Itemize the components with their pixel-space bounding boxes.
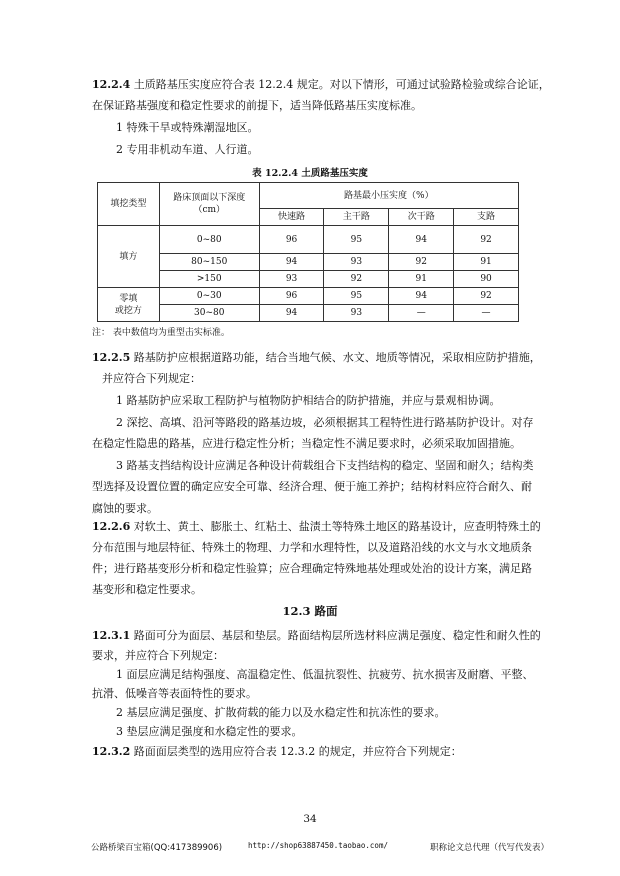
clause-12-3-1-line-1 bbox=[92, 629, 541, 643]
section-heading: 12.3 路面 bbox=[282, 604, 338, 618]
table-cell: >150 bbox=[159, 271, 259, 288]
header-col: 主干路 bbox=[324, 209, 389, 226]
table-cell: 91 bbox=[454, 254, 519, 271]
header-col: 次干路 bbox=[389, 209, 454, 226]
list-item: 2 基层应满足强度、扩散荷载的能力以及水稳定性和抗冻性的要求。 bbox=[116, 706, 446, 719]
table-cell: 94 bbox=[259, 254, 324, 271]
clause-text: 路面可分为面层、基层和垫层。路面结构层所选材料应满足强度、稳定性和耐久性的 bbox=[130, 629, 541, 642]
table-cell: 92 bbox=[389, 254, 454, 271]
footer-left: 公路桥梁百宝箱(QQ:417389906) bbox=[91, 843, 223, 853]
list-item-cont: 在稳定性隐患的路基，应进行稳定性分析；当稳定性不满足要求时，必须采取加固措施。 bbox=[92, 437, 521, 450]
table-cell: 94 bbox=[389, 288, 454, 305]
clause-number: 12.3.2 bbox=[92, 745, 131, 758]
table-cell: 96 bbox=[259, 226, 324, 254]
compaction-table bbox=[97, 182, 519, 322]
header-min-compaction: 路基最小压实度（%） bbox=[259, 183, 518, 209]
clause-number: 12.2.6 bbox=[92, 520, 131, 533]
table-cell: 94 bbox=[259, 305, 324, 322]
list-item-cont: 型选择及设置位置的确定应安全可靠、经济合理、便于施工养护；结构材料应符合耐久、耐 bbox=[92, 480, 532, 493]
clause-text: 对软土、黄土、膨胀土、红粘土、盐渍土等特殊土地区的路基设计，应查明特殊土的 bbox=[130, 520, 541, 533]
table-cell: 95 bbox=[324, 288, 389, 305]
clause-12-3-2-line-1 bbox=[92, 745, 532, 759]
list-item: 3 垫层应满足强度和水稳定性的要求。 bbox=[116, 725, 303, 738]
clause-12-2-4-line-1 bbox=[92, 78, 550, 92]
list-item: 2 深挖、高填、沿河等路段的路基边坡，必须根据其工程特性进行路基防护设计。对存 bbox=[116, 416, 534, 429]
group-label-line: 或挖方 bbox=[114, 305, 142, 316]
list-item-cont: 抗滑、低噪音等表面特性的要求。 bbox=[92, 687, 257, 700]
footer-url[interactable]: http://shop63887450.taobao.com/ bbox=[248, 841, 388, 850]
table-cell: 92 bbox=[454, 226, 519, 254]
header-depth-unit: （cm） bbox=[193, 205, 226, 215]
clause-number: 12.3.1 bbox=[92, 629, 131, 642]
table-cell: 93 bbox=[324, 254, 389, 271]
table-cell: 90 bbox=[454, 271, 519, 288]
table-cell: — bbox=[454, 305, 519, 322]
table-cell: — bbox=[389, 305, 454, 322]
clause-number: 12.2.4 bbox=[92, 78, 131, 91]
clause-12-2-6-line-3: 件；进行路基变形分析和稳定性验算；应合理确定特殊地基处理或处治的设计方案，满足路 bbox=[92, 562, 532, 575]
list-item: 3 路基支挡结构设计应满足各种设计荷载组合下支挡结构的稳定、坚固和耐久；结构类 bbox=[116, 459, 534, 472]
table-cell: 92 bbox=[454, 288, 519, 305]
group-label-fill: 填方 bbox=[98, 226, 160, 288]
clause-12-3-1-line-2: 要求，并应符合下列规定： bbox=[92, 649, 224, 662]
table-cell: 93 bbox=[259, 271, 324, 288]
clause-text: 路基防护应根据道路功能，结合当地气候、水文、地质等情况，采取相应防护措施， bbox=[130, 351, 541, 364]
clause-12-2-4-line-2: 在保证路基强度和稳定性要求的前提下，适当降低路基压实度标准。 bbox=[92, 99, 422, 112]
clause-12-2-5-line-1 bbox=[92, 351, 541, 365]
table-cell: 80~150 bbox=[159, 254, 259, 271]
clause-12-2-6-line-1 bbox=[92, 520, 541, 534]
page-number: 34 bbox=[303, 813, 317, 825]
list-item: 1 特殊干旱或特殊潮湿地区。 bbox=[116, 121, 259, 134]
table-cell: 30~80 bbox=[159, 305, 259, 322]
table-cell: 96 bbox=[259, 288, 324, 305]
list-item: 1 面层应满足结构强度、高温稳定性、低温抗裂性、抗疲劳、抗水损害及耐磨、平整、 bbox=[116, 668, 534, 681]
list-item: 2 专用非机动车道、人行道。 bbox=[116, 143, 259, 156]
group-label-cut bbox=[98, 288, 160, 322]
header-depth-label: 路床顶面以下深度 bbox=[173, 193, 246, 203]
list-item-cont: 腐蚀的要求。 bbox=[92, 502, 158, 515]
footer-right: 职称论文总代理（代写代发表） bbox=[430, 843, 550, 853]
table-cell: 92 bbox=[324, 271, 389, 288]
table-caption: 表 12.2.4 土质路基压实度 bbox=[252, 168, 368, 179]
clause-12-2-6-line-4: 基变形和稳定性要求。 bbox=[92, 583, 202, 596]
clause-text: 路面面层类型的选用应符合表 12.3.2 的规定，并应符合下列规定： bbox=[130, 745, 462, 758]
clause-12-2-6-line-2: 分布范围与地层特征、特殊土的物理、力学和水理特性，以及道路沿线的水文与水文地质条 bbox=[92, 541, 532, 554]
table-cell: 95 bbox=[324, 226, 389, 254]
table-cell: 91 bbox=[389, 271, 454, 288]
table-note: 注： 表中数值均为重型击实标准。 bbox=[92, 328, 230, 338]
group-label-line: 零填 bbox=[119, 293, 138, 304]
header-col: 快速路 bbox=[259, 209, 324, 226]
table-cell: 0~80 bbox=[159, 226, 259, 254]
table-cell: 94 bbox=[389, 226, 454, 254]
clause-text: 土质路基压实度应符合表 12.2.4 规定。对以下情形，可通过试验路检验或综合论证， bbox=[130, 78, 550, 91]
list-item: 1 路基防护应采取工程防护与植物防护相结合的防护措施，并应与景观相协调。 bbox=[116, 394, 501, 407]
table-cell: 0~30 bbox=[159, 288, 259, 305]
header-depth bbox=[159, 183, 259, 226]
clause-number: 12.2.5 bbox=[92, 351, 131, 364]
header-fill-type: 填挖类型 bbox=[98, 183, 160, 226]
clause-12-2-5-line-2: 并应符合下列规定： bbox=[102, 372, 201, 385]
table-cell: 93 bbox=[324, 305, 389, 322]
header-col: 支路 bbox=[454, 209, 519, 226]
